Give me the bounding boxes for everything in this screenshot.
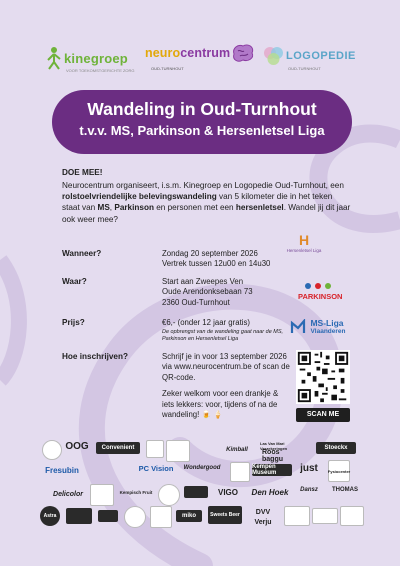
where-line-3: 2360 Oud-Turnhout	[162, 297, 230, 307]
signup-label: Hoe inschrijven?	[62, 352, 128, 361]
scan-me-label: SCAN ME	[296, 408, 350, 422]
sponsor-logo	[90, 484, 114, 506]
hersenletsel-h-icon: H	[298, 232, 310, 248]
when-label: Wanneer?	[62, 249, 102, 258]
sponsor-logo	[42, 440, 62, 460]
intro-text-4: . Wandel jij dit jaar ook weer mee?	[62, 203, 351, 224]
hersenletsel-liga-logo	[280, 232, 328, 253]
sponsor-logo: Delicolor	[53, 490, 83, 498]
when-value	[162, 249, 270, 270]
logopedie-logo	[262, 44, 356, 71]
brain-icon	[230, 42, 256, 64]
sponsor-logo: Dansz	[300, 487, 318, 493]
ms-liga-logo	[290, 318, 346, 336]
intro-text-1: Neurocentrum organiseert, i.s.m. Kinegroep en Logopedie Oud-Turnhout, een	[62, 181, 344, 190]
logopedie-name: LOGOPEDIE	[286, 50, 356, 62]
sponsor-logo	[184, 486, 208, 498]
ms-liga-region: Vlaanderen	[310, 328, 346, 336]
ms-liga-icon	[290, 319, 306, 335]
when-time: Vertrek tussen 12u00 en 14u30	[162, 259, 271, 269]
sponsor-logo: Kimball	[226, 447, 248, 453]
sponsor-logos	[40, 440, 366, 556]
sponsor-logo: Roos baggu	[262, 449, 283, 463]
sponsor-logo	[158, 484, 180, 506]
ms-liga-name: MS-Liga	[310, 318, 344, 329]
sponsor-logo: Convenient	[96, 442, 140, 454]
intro-comma: ,	[109, 203, 115, 213]
sponsor-logo: Astra	[40, 506, 60, 526]
kinegroep-name: kinegroep	[64, 50, 128, 66]
logopedie-subtitle: OUD-TURNHOUT	[288, 66, 321, 71]
where-line-2: Oude Arendonksebaan 73	[162, 287, 253, 297]
neurocentrum-name-b: centrum	[180, 46, 231, 60]
intro-bold-parkinson: Parkinson	[114, 203, 154, 213]
where-label: Waar?	[62, 277, 87, 286]
sponsor-logo: Verju	[254, 518, 272, 526]
sponsor-logo: OOG	[65, 440, 89, 452]
sponsor-logo	[146, 440, 164, 458]
sponsor-logo	[90, 464, 130, 476]
when-date: Zondag 20 september 2026	[162, 249, 258, 258]
kinegroep-logo	[44, 46, 135, 73]
signup-value	[162, 352, 292, 420]
kinegroep-figure-icon	[44, 46, 64, 70]
qr-code[interactable]	[296, 350, 350, 404]
sponsor-logo	[166, 440, 190, 462]
sponsor-logo: Kempisch Fruit	[119, 489, 153, 495]
price-value	[162, 318, 292, 343]
sponsor-logo: DVV	[255, 508, 271, 516]
intro-text-2: van 5 kilometer die in het teken staat van	[62, 192, 333, 213]
sponsor-logo: just	[300, 462, 318, 474]
neurocentrum-subtitle: OUD-TURNHOUT	[151, 66, 184, 71]
sponsor-logo: Sweets Beer	[208, 506, 242, 524]
sponsor-logo	[284, 506, 310, 526]
parkinson-logo-text: PARKINSON	[298, 292, 343, 301]
logopedie-circles-icon	[262, 44, 286, 68]
parkinson-figures-icon	[298, 282, 338, 290]
where-value	[162, 277, 253, 308]
sponsor-logo: PC Vision	[138, 463, 174, 473]
sponsor-logo: miko	[176, 510, 202, 522]
sponsor-logo: Den Hoek	[251, 487, 289, 497]
price-amount: €6,- (onder 12 jaar gratis)	[162, 318, 250, 327]
sponsor-logo: Wondergood	[183, 465, 221, 471]
sponsor-logo: Stoeckx	[316, 442, 356, 454]
sponsor-logo: THOMAS	[332, 487, 358, 493]
sponsor-logo	[312, 508, 338, 524]
partner-logos	[0, 38, 400, 78]
title-banner	[52, 90, 352, 154]
where-line-1: Start aan Zweepes Ven	[162, 277, 244, 286]
sponsor-logo: Kempen Museum	[252, 464, 292, 476]
signup-instructions: Schrijf je in voor 13 september 2026 via www.neurocentrum.be of scan de QR-code.	[162, 352, 290, 382]
sponsor-logo	[66, 508, 92, 524]
price-label: Prijs?	[62, 318, 85, 327]
intro-text-3: en personen met een	[153, 203, 236, 213]
hersenletsel-logo-text: Hersenletsel Liga	[286, 248, 322, 253]
intro-bold-hersenletsel: hersenletsel	[235, 203, 284, 213]
sponsor-logo: Fysiocenter	[328, 460, 350, 482]
price-note: De opbrengst van de wandeling gaat naar de MS, Parkinson en Hersenletsel Liga	[162, 329, 284, 343]
intro-paragraph	[62, 180, 352, 225]
sponsor-logo: VIGO	[217, 487, 238, 497]
sponsor-logo	[192, 444, 216, 456]
neurocentrum-name-a: neuro	[145, 46, 181, 60]
banner-subtitle: t.v.v. MS, Parkinson & Hersenletsel Liga	[79, 123, 325, 138]
call-to-action-heading: DOE MEE!	[62, 168, 103, 177]
banner-title: Wandeling in Oud-Turnhout	[87, 99, 317, 119]
neurocentrum-name	[145, 46, 230, 60]
sponsor-logo	[150, 506, 172, 528]
sponsor-logo: Las Van Mari Verzekeringen	[260, 441, 288, 451]
parkinson-liga-logo	[298, 282, 342, 301]
sponsor-logo: Fresubin	[45, 465, 79, 475]
intro-bold-ms: MS	[97, 203, 110, 213]
sponsor-logo	[340, 506, 364, 526]
sponsor-logo	[98, 510, 118, 522]
sponsor-logo	[124, 506, 146, 528]
sponsor-logo	[230, 462, 250, 482]
kinegroep-subtitle: VOOR TOEKOMSTGERICHTE ZORG	[66, 68, 135, 73]
neurocentrum-logo	[145, 42, 256, 71]
signup-welcome: Zeker welkom voor een drankje & iets lekkers: voor, tijdens of na de wandeling! 🍺 🍦	[162, 389, 279, 420]
intro-bold-walk: rolstoelvriendelijke belevingswandeling	[62, 192, 217, 202]
